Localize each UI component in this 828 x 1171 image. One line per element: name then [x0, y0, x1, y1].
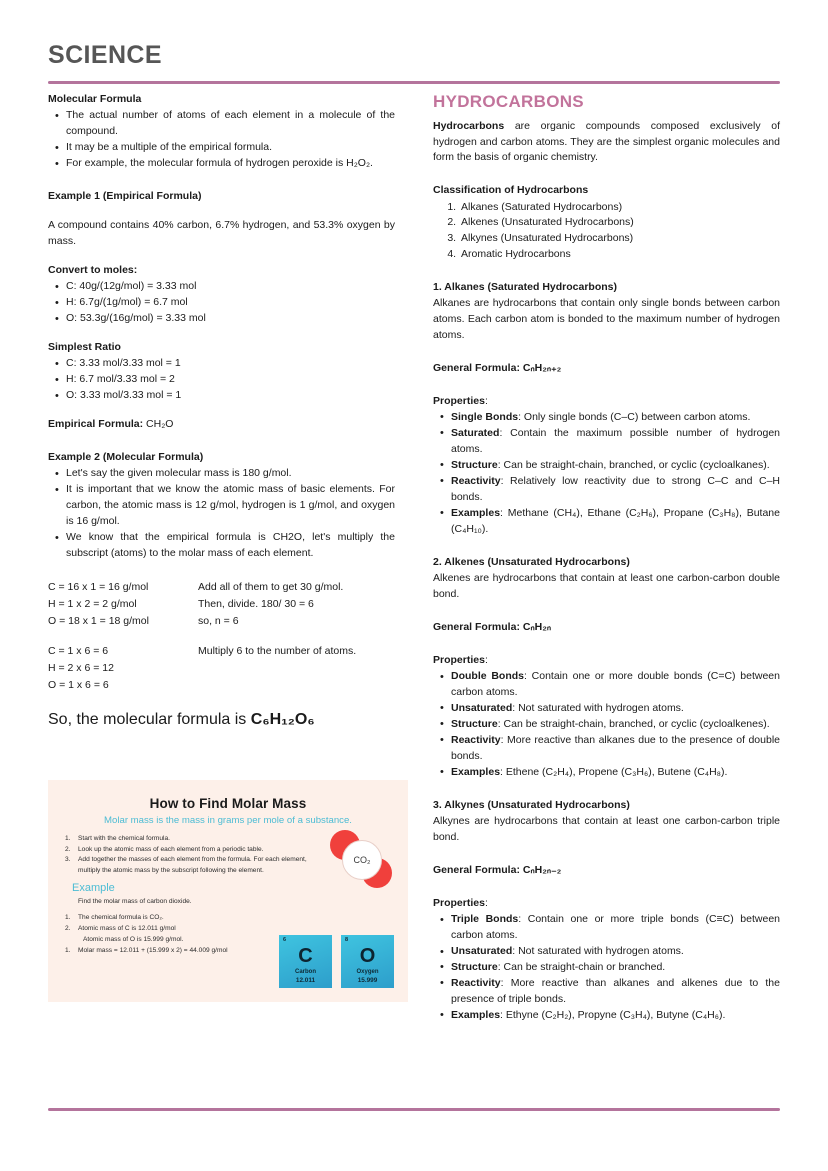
step-number: 2. [65, 924, 71, 932]
list-item: • C: 40g/(12g/mol) = 3.33 mol [65, 279, 395, 295]
alkenes-properties-label: Properties: [433, 653, 488, 666]
alkenes-formula-label: General Formula: [433, 620, 520, 633]
step-text: Atomic mass of C is 12.011 g/mol [78, 924, 176, 932]
list-item: • O: 53.3g/(16g/mol) = 3.33 mol [65, 311, 395, 327]
element-tile-carbon [279, 935, 332, 988]
properties-word: Properties [433, 653, 485, 666]
property-term: Saturated [451, 426, 500, 439]
list-item [65, 923, 338, 934]
list-item [450, 506, 780, 538]
list-item: • H: 6.7g/(1g/mol) = 6.7 mol [65, 295, 395, 311]
property-text: : Not saturated with hydrogen atoms. [512, 945, 684, 957]
list-item: • C: 3.33 mol/3.33 mol = 1 [65, 356, 395, 372]
property-term: Structure [451, 960, 498, 973]
calc-line: O = 18 x 1 = 18 g/mol [48, 615, 149, 628]
list-item [450, 765, 780, 781]
example2-list [48, 466, 395, 562]
list-item [450, 426, 780, 458]
classification-list [433, 200, 780, 263]
example1-block [48, 189, 395, 431]
infographic-subtitle: Molar mass is the mass in grams per mole of a substance. [104, 815, 352, 826]
empirical-formula-line [48, 417, 395, 431]
calc-line: H = 2 x 6 = 12 [48, 662, 114, 675]
list-item: • Let's say the given molecular mass is 180 g/mol. [65, 466, 395, 482]
list-item: • We know that the empirical formula is CH2O, let's multiply the subscript (atoms) to the molar mass of each element. [65, 530, 395, 562]
list-item [450, 458, 780, 474]
calc-note: Add all of them to get 30 g/mol. [198, 581, 344, 594]
molecular-formula-block [48, 92, 395, 172]
list-item [450, 733, 780, 765]
calculation-block-1-left [48, 579, 198, 630]
element-name: Carbon [295, 969, 316, 975]
step-number: 1. [65, 946, 71, 954]
conclusion-prefix: So, the molecular formula is [48, 711, 247, 729]
alkynes-properties-list [433, 912, 780, 1024]
list-item: 3. Alkynes (Unsaturated Hydrocarbons) [459, 231, 780, 247]
property-text: : Can be straight-chain, branched, or cyclic (cycloalkenes). [497, 717, 770, 730]
alkynes-formula-value: CₙH₂ₙ₋₂ [522, 863, 562, 876]
atomic-weight: 12.011 [295, 977, 316, 984]
alkanes-heading: 1. Alkanes (Saturated Hydrocarbons) [433, 280, 617, 293]
list-item [450, 474, 780, 506]
molar-mass-infographic [48, 780, 408, 1002]
property-term: Single Bonds [451, 410, 519, 423]
alkynes-formula-label: General Formula: [433, 863, 520, 876]
step-number: 1. [65, 835, 71, 842]
property-term: Reactivity [451, 474, 501, 487]
list-item [65, 845, 328, 856]
property-term: Examples [451, 765, 501, 778]
calculation-block-1 [48, 579, 395, 630]
element-name: Oxygen [356, 969, 379, 975]
calc-line: C = 16 x 1 = 16 g/mol [48, 581, 149, 594]
step-number: 1. [65, 913, 71, 921]
molecule-label: CO₂ [342, 840, 382, 880]
property-text: : Can be straight-chain or branched. [497, 960, 666, 973]
step-text: Atomic mass of O is 15.999 g/mol. [83, 935, 184, 943]
list-item [450, 410, 780, 426]
properties-word: Properties [433, 394, 485, 407]
list-item [450, 701, 780, 717]
alkanes-block [433, 280, 780, 538]
infographic-title: How to Find Molar Mass [149, 796, 307, 811]
calc-note: Then, divide. 180/ 30 = 6 [198, 598, 314, 611]
alkenes-block [433, 555, 780, 781]
list-item: • For example, the molecular formula of hydrogen peroxide is H₂O₂. [65, 156, 395, 172]
properties-word: Properties [433, 896, 485, 909]
classification-heading: Classification of Hydrocarbons [433, 184, 589, 197]
step-text: Look up the atomic mass of each element from a periodic table. [78, 845, 264, 853]
property-text: : Only single bonds (C–C) between carbon atoms. [518, 410, 751, 423]
list-item: • H: 6.7 mol/3.33 mol = 2 [65, 372, 395, 388]
alkynes-heading: 3. Alkynes (Unsaturated Hydrocarbons) [433, 798, 630, 811]
list-item [450, 717, 780, 733]
alkynes-properties-label: Properties: [433, 896, 488, 909]
alkanes-formula-label: General Formula: [433, 361, 520, 374]
property-term: Unsaturated [451, 701, 513, 714]
step-text: Molar mass = 12.011 + (15.999 x 2) = 44.009 g/mol [78, 946, 228, 954]
step-text: Start with the chemical formula. [78, 835, 170, 842]
document-header [48, 42, 780, 84]
list-item [450, 912, 780, 944]
calculation-block-2-right [198, 643, 395, 694]
property-term: Triple Bonds [451, 913, 519, 926]
step-number: 3. [65, 856, 71, 864]
example2-conclusion [48, 711, 395, 729]
property-term: Examples [451, 506, 501, 519]
step-text: The chemical formula is CO₂. [78, 913, 164, 921]
header-divider [48, 81, 780, 84]
list-item: • The actual number of atoms of each element in a molecule of the compound. [65, 108, 395, 140]
example2-block [48, 450, 395, 729]
calculation-block-2-left [48, 643, 198, 694]
alkenes-properties-list [433, 669, 780, 781]
empirical-formula-label: Empirical Formula: [48, 418, 144, 431]
element-symbol: O [359, 945, 376, 967]
atomic-weight: 15.999 [357, 977, 378, 984]
property-text: : Contain one or more double bonds (C=C) between carbon atoms. [451, 670, 780, 698]
property-text: : More reactive than alkanes and alkenes due to the presence of triple bonds. [451, 976, 780, 1005]
alkenes-description: Alkenes are hydrocarbons that contain at least one carbon-carbon double bond. [433, 571, 780, 600]
property-text: : Can be straight-chain, branched, or cyclic (cycloalkanes). [497, 458, 770, 471]
list-item [65, 834, 328, 845]
property-term: Reactivity [451, 733, 501, 746]
list-item: 2. Alkenes (Unsaturated Hydrocarbons) [459, 215, 780, 231]
calc-line: H = 1 x 2 = 2 g/mol [48, 598, 137, 611]
alkanes-properties-label: Properties: [433, 394, 488, 407]
alkanes-properties-list [433, 410, 780, 538]
example2-heading: Example 2 (Molecular Formula) [48, 451, 204, 464]
alkenes-formula-line [433, 620, 780, 634]
list-item [65, 912, 338, 923]
alkynes-description: Alkynes are hydrocarbons that contain at least one carbon-carbon triple bond. [433, 814, 780, 843]
list-item: • O: 3.33 mol/3.33 mol = 1 [65, 388, 395, 404]
list-item [450, 976, 780, 1008]
step-text: Add together the masses of each element from the formula. For each element, multiply the atomic mass by the subscript following the element. [78, 856, 307, 875]
list-item: • It may be a multiple of the empirical formula. [65, 140, 395, 156]
list-item: 4. Aromatic Hydrocarbons [459, 247, 780, 263]
list-item [450, 1008, 780, 1024]
property-text: : Methane (CH₄), Ethane (C₂H₆), Propane (C₃H₈), Butane (C₄H₁₀). [451, 506, 780, 535]
intro-bold-term: Hydrocarbons [433, 119, 505, 132]
hydrocarbons-intro [433, 119, 780, 167]
property-text: : Contain one or more triple bonds (C≡C) between carbon atoms. [451, 913, 781, 942]
alkenes-heading: 2. Alkenes (Unsaturated Hydrocarbons) [433, 555, 630, 568]
footer-divider [48, 1108, 780, 1111]
property-term: Unsaturated [451, 945, 513, 957]
example1-statement: A compound contains 40% carbon, 6.7% hydrogen, and 53.3% oxygen by mass. [48, 219, 395, 248]
list-item [450, 960, 780, 976]
carbon-dioxide-molecule-icon [330, 828, 392, 890]
property-term: Structure [451, 458, 498, 471]
property-text: : Ethyne (C₂H₂), Propyne (C₃H₄), Butyne (C₄H₆). [500, 1008, 726, 1021]
intro-rest: are organic compounds composed exclusively of hydrogen and carbon atoms. They are the simplest organic molecules and form the basis of organic chemistry. [433, 119, 780, 164]
alkynes-formula-line [433, 863, 780, 877]
atomic-number: 8 [345, 937, 349, 943]
list-item: • It is important that we know the atomic mass of basic elements. For carbon, the atomic mass is 12 g/mol, hydrogen is 1 g/mol, and oxygen is 16 g/mol. [65, 482, 395, 530]
molecular-formula-list [48, 108, 395, 172]
infographic-steps-list [48, 834, 328, 877]
simplest-ratio-list [48, 356, 395, 404]
infographic-example-prompt: Find the molar mass of carbon dioxide. [78, 897, 192, 905]
list-item [450, 669, 780, 701]
element-tiles [279, 935, 394, 988]
example1-heading: Example 1 (Empirical Formula) [48, 189, 202, 202]
alkynes-block [433, 798, 780, 1024]
property-text: : Contain the maximum possible number of hydrogen atoms. [451, 426, 780, 455]
step-number: 2. [65, 845, 71, 853]
atomic-number: 6 [283, 937, 287, 943]
convert-to-moles-list [48, 279, 395, 327]
alkenes-formula-value: CₙH₂ₙ [522, 620, 552, 633]
conclusion-formula: C₆H₁₂O₆ [250, 711, 315, 729]
list-item [65, 855, 328, 876]
page-title: SCIENCE [48, 41, 162, 69]
infographic-example-heading: Example [72, 881, 115, 894]
property-term: Structure [451, 717, 498, 730]
alkanes-formula-value: CₙH₂ₙ₊₂ [522, 361, 562, 374]
calc-line: C = 1 x 6 = 6 [48, 645, 109, 658]
calculation-block-2 [48, 643, 395, 694]
property-text: : Not saturated with hydrogen atoms. [512, 701, 684, 714]
property-text: : More reactive than alkanes due to the presence of double bonds. [451, 733, 780, 762]
list-item [450, 944, 780, 960]
calc-note: so, n = 6 [198, 615, 239, 628]
calc-line: O = 1 x 6 = 6 [48, 679, 109, 692]
property-term: Examples [451, 1008, 501, 1021]
property-text: : Ethene (C₂H₄), Propene (C₃H₆), Butene (C₄H₈). [500, 765, 728, 778]
alkanes-formula-line [433, 361, 780, 375]
calculation-block-1-right [198, 579, 395, 630]
alkanes-description: Alkanes are hydrocarbons that contain only single bonds between carbon atoms. Each carbon atom is bonded to the maximum number of hydrogen atoms. [433, 296, 780, 341]
simplest-ratio-heading: Simplest Ratio [48, 341, 121, 354]
property-term: Reactivity [451, 976, 501, 989]
calc-note: Multiply 6 to the number of atoms. [198, 645, 357, 658]
element-symbol: C [298, 945, 313, 967]
hydrocarbons-title: HYDROCARBONS [433, 92, 584, 111]
list-item: 1. Alkanes (Saturated Hydrocarbons) [459, 200, 780, 216]
right-column [433, 92, 780, 1024]
element-tile-oxygen [341, 935, 394, 988]
property-text: : Relatively low reactivity due to strong C–C and C–H bonds. [451, 474, 780, 503]
molecular-formula-heading: Molecular Formula [48, 93, 142, 105]
convert-to-moles-heading: Convert to moles: [48, 264, 138, 277]
empirical-formula-value: CH₂O [146, 418, 174, 431]
property-term: Double Bonds [451, 670, 524, 682]
